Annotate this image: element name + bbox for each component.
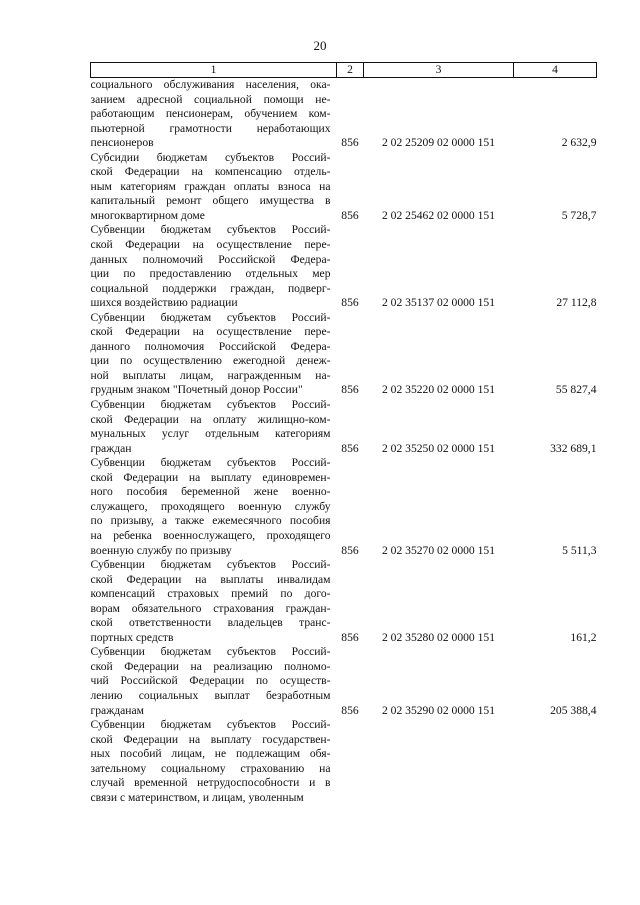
description-line: социального обслуживания населения, ока-	[90, 78, 331, 91]
description-line: чий Российской Федерации по осуществ-	[90, 674, 331, 688]
row-amount: 27 112,8	[556, 296, 597, 310]
description-line: ской Федерации на осуществление пере-	[90, 325, 331, 339]
description-line: пенсионеров	[90, 136, 154, 150]
table-row	[91, 223, 597, 310]
description-line: на ребенка военнослужащего, проходящего	[90, 528, 331, 542]
row-amount: 5 511,3	[562, 543, 597, 557]
description-line: Субвенции бюджетам субъектов Россий-	[90, 645, 331, 659]
description-line: ворам обязательного страхования граждан-	[90, 601, 331, 615]
description-line: Субсидии бюджетам субъектов Россий-	[90, 150, 331, 164]
description-line: портных средств	[90, 630, 174, 644]
description-line: лению социальных выплат безработным	[90, 688, 331, 702]
description-line: ции по предоставлению отдельных мер	[90, 267, 331, 281]
row-admin-code: 856	[341, 703, 359, 717]
row-classification-code: 2 02 35137 02 0000 151	[381, 296, 496, 310]
table-row	[91, 456, 597, 558]
row-amount: 55 827,4	[555, 383, 597, 397]
description-line: служащего, проходящего военную службу	[90, 499, 331, 513]
row-description	[91, 558, 337, 645]
row-admin-code: 856	[341, 630, 359, 644]
description-line: ской Федерации на выплату государствен-	[90, 732, 331, 746]
description-line: шихся воздействию радиации	[90, 296, 238, 310]
row-admin-code: 856	[341, 383, 359, 397]
description-line: Субвенции бюджетам субъектов Россий-	[90, 223, 331, 237]
table-header-row	[91, 63, 597, 78]
table-row	[91, 645, 597, 718]
description-line: граждан	[90, 441, 132, 455]
row-description	[91, 223, 337, 310]
description-line: гражданам	[90, 703, 144, 717]
row-description	[91, 645, 337, 718]
row-classification-code: 2 02 35250 02 0000 151	[381, 441, 496, 455]
row-admin-code: 856	[341, 208, 359, 222]
row-classification-code: 2 02 35290 02 0000 151	[381, 703, 496, 717]
table-row	[91, 78, 597, 151]
description-line: ным категориям граждан оплаты взноса на	[90, 179, 331, 193]
row-description	[91, 311, 337, 398]
description-line: Субвенции бюджетам субъектов Россий-	[90, 398, 331, 412]
budget-table	[90, 62, 597, 805]
description-line: Субвенции бюджетам субъектов Россий-	[90, 558, 331, 572]
description-line: ных пособий лицам, не подлежащим обя-	[90, 747, 331, 761]
description-line: ской Федерации на осуществление пере-	[90, 238, 331, 252]
description-line: многоквартирном доме	[90, 208, 205, 222]
description-line: случай временной нетрудоспособности и в	[90, 776, 331, 790]
description-line: грудным знаком "Почетный донор России"	[90, 383, 303, 397]
description-line: занием адресной социальной помощи не-	[90, 92, 331, 106]
description-line: социальной поддержки граждан, подверг-	[90, 281, 331, 295]
description-line: ской Федерации на выплаты инвалидам	[90, 572, 331, 586]
row-classification-code	[364, 718, 514, 805]
description-line: Субвенции бюджетам субъектов Россий-	[90, 456, 331, 470]
row-amount	[514, 718, 597, 805]
description-line: ской Федерации на компенсацию отдель-	[90, 165, 331, 179]
description-line: зательному социальному страхованию на	[90, 761, 331, 775]
description-line: ции по осуществлению ежегодной денеж-	[90, 354, 331, 368]
row-classification-code: 2 02 35280 02 0000 151	[381, 630, 496, 644]
row-classification-code: 2 02 25462 02 0000 151	[381, 208, 496, 222]
row-amount: 2 632,9	[561, 136, 597, 150]
description-line: капитальный ремонт общего имущества в	[90, 194, 331, 208]
description-line: по призыву, а также ежемесячного пособия	[90, 514, 331, 528]
description-line: Субвенции бюджетам субъектов Россий-	[90, 718, 331, 732]
row-amount: 205 388,4	[550, 703, 597, 717]
table-row	[91, 558, 597, 645]
row-description	[91, 718, 337, 805]
description-line: ской ответственности владельцев транс-	[90, 616, 331, 630]
row-admin-code	[337, 718, 364, 805]
table-body	[91, 78, 597, 806]
row-amount: 5 728,7	[561, 208, 597, 222]
description-line: ской Федерации на выплату единовремен-	[90, 470, 331, 484]
row-amount: 332 689,1	[550, 441, 597, 455]
description-line: ной выплаты лицам, награжденным на-	[90, 368, 331, 382]
description-line: данных полномочий Российской Федера-	[90, 252, 331, 266]
row-classification-code: 2 02 35270 02 0000 151	[381, 543, 496, 557]
description-line: компенсаций страховых премий по дого-	[90, 587, 331, 601]
description-line: ного пособия беременной жене военно-	[90, 485, 331, 499]
row-classification-code: 2 02 25209 02 0000 151	[381, 136, 496, 150]
column-header-admin-code: 2	[337, 63, 364, 78]
table-row	[91, 718, 597, 805]
column-header-amount: 4	[514, 63, 597, 78]
description-line: Субвенции бюджетам субъектов Россий-	[90, 310, 331, 324]
column-header-description: 1	[91, 63, 337, 78]
description-line: работающим пенсионерам, обучением ком-	[90, 107, 331, 121]
description-line: данного полномочия Российской Федера-	[90, 339, 331, 353]
row-description	[91, 398, 337, 456]
column-header-classification-code: 3	[364, 63, 514, 78]
table-row	[91, 151, 597, 224]
description-line: пьютерной грамотности неработающих	[90, 121, 331, 135]
row-admin-code: 856	[341, 441, 359, 455]
row-amount: 161,2	[570, 630, 597, 644]
description-line: военную службу по призыву	[90, 543, 232, 557]
page-number: 20	[313, 38, 327, 53]
description-line: ской Федерации на оплату жилищно-ком-	[90, 412, 331, 426]
table-row	[91, 398, 597, 456]
description-line: связи с материнством, и лицам, уволенным	[90, 790, 304, 804]
description-line: мунальных услуг отдельным категориям	[90, 427, 331, 441]
row-classification-code: 2 02 35220 02 0000 151	[381, 383, 496, 397]
row-admin-code: 856	[341, 296, 359, 310]
table-row	[91, 311, 597, 398]
row-admin-code: 856	[341, 136, 359, 150]
description-line: ской Федерации на реализацию полномо-	[90, 659, 331, 673]
row-description	[91, 456, 337, 558]
row-admin-code: 856	[341, 543, 359, 557]
row-description	[91, 78, 337, 151]
row-description	[91, 151, 337, 224]
